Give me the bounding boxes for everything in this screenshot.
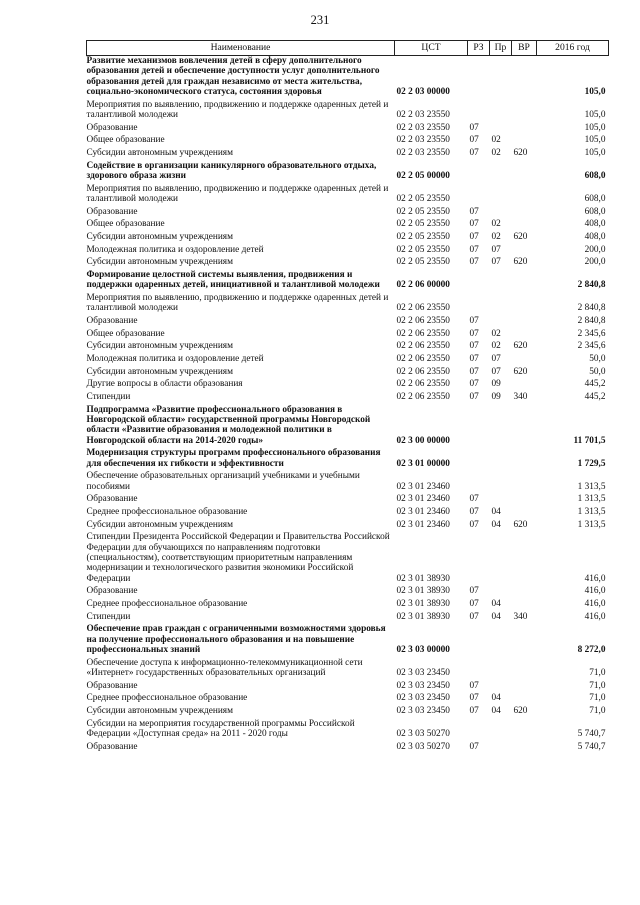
cell-vr (512, 354, 537, 367)
table-body (87, 56, 609, 755)
cell-vr (512, 719, 537, 742)
cell-cst: 02 2 03 23550 (396, 122, 450, 133)
cell-name: Молодежная политика и оздоровление детей (86, 354, 264, 365)
cell-cst: 02 3 03 23450 (396, 680, 450, 691)
table-row (87, 706, 609, 719)
cell-rz: 07 (469, 135, 479, 146)
cell-sum: 105,0 (584, 109, 606, 120)
cell-name: Подпрограмма «Развитие профессионального образования в Новгородской области» государственной программы Новгородской области «Развитие образования и молодежной политики в Новгородской области на 2014-2020 годы» (86, 404, 371, 446)
cell-pr (490, 471, 512, 494)
cell-cst: 02 3 01 23460 (396, 481, 450, 492)
table-row (87, 232, 609, 245)
table-row (87, 219, 609, 232)
table-row (87, 612, 609, 625)
cell-rz: 07 (469, 680, 479, 691)
cell-pr (490, 494, 512, 507)
cell-vr (512, 586, 537, 599)
cell-cst: 02 2 03 00000 (396, 86, 450, 97)
cell-rz: 07 (469, 231, 479, 242)
cell-vr (512, 329, 537, 342)
cell-sum: 445,2 (584, 379, 606, 390)
cell-name: Субсидии автономным учреждениям (86, 231, 233, 242)
cell-vr (512, 681, 537, 694)
cell-sum: 1 729,5 (577, 458, 606, 469)
cell-cst: 02 2 05 23550 (396, 206, 450, 217)
cell-pr: 07 (491, 244, 501, 255)
cell-cst: 02 3 03 23450 (396, 693, 450, 704)
cell-sum: 105,0 (584, 147, 606, 158)
cell-pr (490, 100, 512, 123)
cell-vr (512, 742, 537, 755)
cell-rz: 07 (469, 611, 479, 622)
cell-pr (490, 207, 512, 220)
table-row (87, 354, 609, 367)
cell-pr: 02 (491, 219, 501, 230)
page-number: 231 (310, 13, 330, 27)
cell-vr (512, 123, 537, 136)
cell-sum: 71,0 (589, 693, 606, 704)
cell-sum: 1 313,5 (577, 481, 606, 492)
cell-sum: 416,0 (584, 573, 606, 584)
table-row (87, 293, 609, 316)
cell-name: Образование (86, 122, 138, 133)
cell-sum: 416,0 (584, 611, 606, 622)
cell-rz: 07 (469, 706, 479, 716)
cell-pr (490, 624, 512, 657)
cell-name: Мероприятия по выявлению, продвижению и поддержке одаренных детей и талантливой молодежи (86, 183, 389, 204)
cell-pr: 02 (491, 231, 501, 242)
table-row (87, 520, 609, 533)
cell-vr (512, 293, 537, 316)
cell-pr: 02 (491, 147, 501, 158)
cell-rz (468, 719, 490, 742)
cell-cst: 02 2 05 23550 (396, 257, 450, 268)
cell-sum: 71,0 (589, 667, 606, 678)
cell-vr (512, 161, 537, 184)
cell-pr (490, 719, 512, 742)
cell-sum: 608,0 (584, 193, 606, 204)
cell-name: Образование (86, 206, 138, 217)
cell-sum: 2 840,8 (577, 316, 606, 326)
cell-vr (512, 624, 537, 657)
cell-vr (512, 507, 537, 520)
header-pr: Пр (490, 41, 512, 56)
cell-name: Образование (86, 586, 138, 597)
cell-vr (512, 245, 537, 258)
cell-vr (512, 270, 537, 293)
cell-cst: 02 3 01 23460 (396, 507, 450, 518)
table-row (87, 507, 609, 520)
cell-vr: 620 (513, 519, 528, 530)
cell-rz: 07 (469, 507, 479, 518)
header-name: Наименование (87, 41, 395, 56)
cell-pr: 04 (491, 693, 501, 704)
cell-name: Модернизация структуры программ профессионального образования для обеспечения их гибкости и эффективности (86, 448, 381, 469)
cell-vr (512, 135, 537, 148)
table-row (87, 379, 609, 392)
cell-name: Молодежная политика и оздоровление детей (86, 244, 264, 255)
table-row (87, 405, 609, 449)
cell-cst: 02 2 05 23550 (396, 231, 450, 242)
cell-name: Формирование целостной системы выявления, продвижения и поддержки одаренных детей, инициативной и талантливой молодежи (86, 270, 380, 291)
cell-sum: 408,0 (584, 231, 606, 242)
cell-pr (490, 316, 512, 329)
cell-pr (490, 270, 512, 293)
cell-cst: 02 3 01 38930 (396, 573, 450, 584)
cell-name: Субсидии на мероприятия государственной программы Российской Федерации «Доступная среда» на 2011 - 2020 годы (86, 718, 355, 739)
cell-sum: 2 840,8 (577, 280, 606, 291)
cell-pr (490, 742, 512, 755)
cell-rz: 07 (469, 586, 479, 597)
cell-rz: 07 (469, 219, 479, 230)
cell-pr: 04 (491, 507, 501, 518)
cell-vr (512, 693, 537, 706)
table-row (87, 329, 609, 342)
cell-sum: 416,0 (584, 598, 606, 609)
table-row (87, 532, 609, 586)
cell-name: Обеспечение доступа к информационно-телекоммуникационной сети «Интернет» государственных образовательных организаций (86, 657, 363, 678)
cell-rz: 07 (469, 379, 479, 390)
cell-vr (512, 100, 537, 123)
header-vr: ВР (512, 41, 537, 56)
cell-cst: 02 2 06 23550 (396, 328, 450, 339)
cell-pr (490, 123, 512, 136)
cell-sum: 5 740,7 (577, 728, 606, 739)
cell-name: Образование (86, 494, 138, 505)
cell-rz (468, 161, 490, 184)
table-row (87, 184, 609, 207)
cell-rz: 07 (469, 354, 479, 365)
cell-rz: 07 (469, 341, 479, 352)
cell-vr (512, 207, 537, 220)
cell-rz: 07 (469, 257, 479, 268)
table-row (87, 586, 609, 599)
cell-rz: 07 (469, 392, 479, 403)
cell-name: Образование (86, 680, 138, 691)
cell-name: Субсидии автономным учреждениям (86, 366, 233, 377)
cell-vr: 620 (513, 147, 528, 158)
cell-sum: 5 740,7 (577, 741, 606, 752)
cell-name: Субсидии автономным учреждениям (86, 706, 233, 716)
header-sum: 2016 год (537, 41, 609, 56)
cell-sum: 416,0 (584, 586, 606, 597)
cell-name: Развитие механизмов вовлечения детей в сферу дополнительного образования детей и обеспечение доступности услуг дополнительного образования детей для граждан независимо от места жительства, социально-экономического статуса, состояния здоровья (86, 56, 380, 97)
cell-name: Другие вопросы в области образования (86, 379, 243, 390)
cell-sum: 200,0 (584, 244, 606, 255)
cell-cst: 02 2 06 23550 (396, 316, 450, 326)
table-row (87, 56, 609, 100)
cell-pr: 02 (491, 135, 501, 146)
cell-cst: 02 3 03 50270 (396, 741, 450, 752)
table-row (87, 135, 609, 148)
cell-rz (468, 658, 490, 681)
cell-name: Субсидии автономным учреждениям (86, 519, 233, 530)
cell-rz (468, 184, 490, 207)
cell-name: Образование (86, 316, 138, 326)
cell-pr: 04 (491, 519, 501, 530)
table-row (87, 494, 609, 507)
table-row (87, 100, 609, 123)
cell-cst: 02 3 00 00000 (396, 435, 450, 446)
cell-rz (468, 405, 490, 449)
cell-vr (512, 405, 537, 449)
table-row (87, 392, 609, 405)
header-rz: РЗ (468, 41, 490, 56)
table-header (87, 41, 609, 56)
budget-table (86, 40, 609, 754)
cell-pr: 09 (491, 379, 501, 390)
cell-cst: 02 2 06 23550 (396, 341, 450, 352)
cell-cst: 02 2 06 23550 (396, 303, 450, 314)
cell-rz: 07 (469, 122, 479, 133)
cell-vr (512, 532, 537, 586)
cell-pr: 07 (491, 354, 501, 365)
cell-cst: 02 3 03 50270 (396, 728, 450, 739)
cell-name: Стипендии (86, 611, 131, 622)
cell-rz: 07 (469, 494, 479, 505)
cell-name: Стипендии (86, 392, 131, 403)
cell-cst: 02 3 01 23460 (396, 519, 450, 530)
cell-rz (468, 100, 490, 123)
cell-sum: 105,0 (584, 122, 606, 133)
table-row (87, 681, 609, 694)
cell-name: Общее образование (86, 135, 165, 146)
cell-cst: 02 3 01 38930 (396, 586, 450, 597)
cell-rz: 07 (469, 244, 479, 255)
cell-sum: 408,0 (584, 219, 606, 230)
cell-sum: 1 313,5 (577, 494, 606, 505)
cell-rz: 07 (469, 519, 479, 530)
cell-cst: 02 2 03 23550 (396, 135, 450, 146)
cell-pr: 04 (491, 706, 501, 716)
table-row (87, 624, 609, 657)
cell-rz (468, 624, 490, 657)
cell-vr (512, 379, 537, 392)
cell-cst: 02 2 06 23550 (396, 366, 450, 377)
cell-cst: 02 2 05 23550 (396, 219, 450, 230)
header-cst: ЦСТ (395, 41, 468, 56)
table-row (87, 207, 609, 220)
cell-pr: 09 (491, 392, 501, 403)
table-row (87, 742, 609, 755)
cell-cst: 02 3 01 00000 (396, 458, 450, 469)
cell-name: Мероприятия по выявлению, продвижению и поддержке одаренных детей и талантливой молодежи (86, 293, 389, 314)
cell-name: Субсидии автономным учреждениям (86, 257, 233, 268)
cell-name: Общее образование (86, 219, 165, 230)
cell-rz: 07 (469, 693, 479, 704)
cell-rz (468, 270, 490, 293)
cell-name: Среднее профессиональное образование (86, 693, 248, 704)
table-row (87, 471, 609, 494)
cell-pr (490, 532, 512, 586)
cell-sum: 105,0 (584, 86, 606, 97)
cell-rz (468, 448, 490, 471)
cell-sum: 1 313,5 (577, 507, 606, 518)
cell-pr (490, 161, 512, 184)
cell-pr (490, 56, 512, 100)
cell-rz (468, 471, 490, 494)
cell-vr: 340 (513, 611, 528, 622)
cell-cst: 02 2 03 23550 (396, 147, 450, 158)
table-row (87, 161, 609, 184)
cell-cst: 02 2 03 23550 (396, 109, 450, 120)
cell-cst: 02 2 06 23550 (396, 392, 450, 403)
cell-name: Среднее профессиональное образование (86, 598, 248, 609)
cell-cst: 02 3 03 23450 (396, 667, 450, 678)
cell-sum: 200,0 (584, 257, 606, 268)
cell-name: Среднее профессиональное образование (86, 507, 248, 518)
cell-sum: 71,0 (589, 706, 606, 716)
cell-sum: 608,0 (584, 206, 606, 217)
cell-rz: 07 (469, 741, 479, 752)
cell-cst: 02 2 05 23550 (396, 244, 450, 255)
table-row (87, 367, 609, 380)
cell-cst: 02 3 01 38930 (396, 611, 450, 622)
cell-name: Обеспечение образовательных организаций учебниками и учебными пособиями (86, 471, 360, 492)
table-row (87, 270, 609, 293)
cell-sum: 50,0 (589, 354, 606, 365)
cell-vr: 620 (513, 706, 528, 716)
cell-cst: 02 3 03 23450 (396, 706, 450, 716)
cell-pr: 04 (491, 611, 501, 622)
cell-cst: 02 3 01 23460 (396, 494, 450, 505)
table-row (87, 316, 609, 329)
cell-vr: 340 (513, 392, 528, 403)
cell-sum: 11 701,5 (573, 435, 606, 446)
cell-pr (490, 448, 512, 471)
cell-pr (490, 405, 512, 449)
cell-cst: 02 3 03 00000 (396, 644, 450, 655)
cell-vr (512, 56, 537, 100)
cell-pr: 07 (491, 366, 501, 377)
cell-cst: 02 2 06 23550 (396, 354, 450, 365)
cell-rz (468, 293, 490, 316)
table-row (87, 123, 609, 136)
cell-name: Содействие в организации каникулярного образовательного отдыха, здорового образа жизни (86, 160, 377, 181)
cell-pr (490, 586, 512, 599)
cell-pr (490, 184, 512, 207)
cell-sum: 2 345,6 (577, 328, 606, 339)
cell-pr: 02 (491, 328, 501, 339)
cell-pr: 02 (491, 341, 501, 352)
cell-vr (512, 316, 537, 329)
cell-vr (512, 599, 537, 612)
cell-sum: 608,0 (584, 170, 606, 181)
cell-vr (512, 448, 537, 471)
cell-vr: 620 (513, 341, 528, 352)
cell-cst: 02 3 01 38930 (396, 598, 450, 609)
cell-name: Субсидии автономным учреждениям (86, 341, 233, 352)
cell-rz: 07 (469, 598, 479, 609)
cell-sum: 105,0 (584, 135, 606, 146)
cell-rz (468, 56, 490, 100)
cell-name: Стипендии Президента Российской Федерации и Правительства Российской Федерации для обучающихся по направлениям подготовки (специальностям), соответствующим приоритетным направлениям модернизации и технологического развития экономики Российской Федерации (86, 532, 390, 584)
cell-pr: 04 (491, 598, 501, 609)
cell-name: Мероприятия по выявлению, продвижению и поддержке одаренных детей и талантливой молодежи (86, 99, 389, 120)
table-row (87, 148, 609, 161)
cell-vr (512, 219, 537, 232)
cell-rz: 07 (469, 316, 479, 326)
cell-pr (490, 293, 512, 316)
table-row (87, 693, 609, 706)
cell-sum: 2 840,8 (577, 303, 606, 314)
cell-name: Обеспечение прав граждан с ограниченными возможностями здоровья на получение профессионального образования и на повышение профессиональных знаний (86, 624, 386, 655)
cell-pr (490, 681, 512, 694)
cell-rz: 07 (469, 328, 479, 339)
cell-rz: 07 (469, 147, 479, 158)
cell-vr (512, 471, 537, 494)
cell-name: Образование (86, 741, 138, 752)
cell-vr (512, 184, 537, 207)
cell-cst: 02 2 06 00000 (396, 280, 450, 291)
cell-cst: 02 2 06 23550 (396, 379, 450, 390)
cell-vr: 620 (513, 257, 528, 268)
cell-vr (512, 494, 537, 507)
cell-sum: 1 313,5 (577, 519, 606, 530)
cell-cst: 02 2 05 00000 (396, 170, 450, 181)
table-row (87, 245, 609, 258)
cell-rz: 07 (469, 206, 479, 217)
cell-name: Общее образование (86, 328, 165, 339)
table-row (87, 448, 609, 471)
cell-sum: 8 272,0 (577, 644, 606, 655)
cell-pr (490, 658, 512, 681)
table-row (87, 658, 609, 681)
cell-sum: 2 345,6 (577, 341, 606, 352)
cell-sum: 71,0 (589, 680, 606, 691)
cell-rz (468, 532, 490, 586)
cell-vr: 620 (513, 366, 528, 377)
cell-rz: 07 (469, 366, 479, 377)
cell-name: Субсидии автономным учреждениям (86, 147, 233, 158)
cell-vr: 620 (513, 231, 528, 242)
table-row (87, 599, 609, 612)
cell-vr (512, 658, 537, 681)
table-row (87, 257, 609, 270)
table-row (87, 341, 609, 354)
table-row (87, 719, 609, 742)
cell-pr: 07 (491, 257, 501, 268)
cell-sum: 50,0 (589, 366, 606, 377)
cell-sum: 445,2 (584, 392, 606, 403)
cell-cst: 02 2 05 23550 (396, 193, 450, 204)
